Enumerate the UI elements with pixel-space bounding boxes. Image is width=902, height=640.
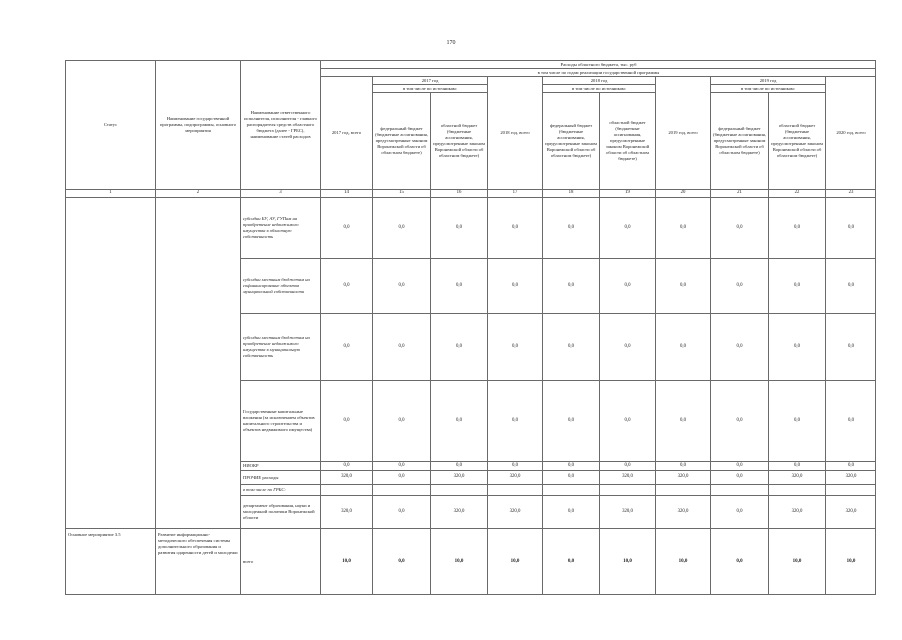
- page-number: 170: [446, 40, 456, 46]
- value-cell: 0,0: [430, 258, 487, 313]
- value-cell: 0,0: [372, 528, 430, 595]
- value-cell: 320,0: [655, 495, 710, 528]
- value-cell: 0,0: [768, 380, 825, 461]
- value-cell: 0,0: [825, 380, 876, 461]
- value-cell: [599, 484, 655, 495]
- value-cell: 0,0: [430, 197, 487, 258]
- value-cell: 0,0: [320, 380, 372, 461]
- value-cell: 0,0: [768, 461, 825, 470]
- col-number: 23: [825, 189, 876, 197]
- value-cell: 320,0: [430, 495, 487, 528]
- value-cell: 0,0: [542, 495, 599, 528]
- value-cell: 0,0: [599, 461, 655, 470]
- main-event-status: Основное мероприятие 3.5: [65, 528, 155, 595]
- value-cell: 320,0: [487, 470, 542, 484]
- value-cell: 0,0: [487, 258, 542, 313]
- value-cell: [825, 484, 876, 495]
- row-label: субсидии БУ, АУ, ГУПам на приобретение недвижимого имущества в областную собственность: [240, 197, 320, 258]
- header-total-2020: 2020 год, всего: [825, 76, 876, 189]
- value-cell: 0,0: [320, 313, 372, 380]
- header-executor: Наименование ответственного исполнителя, исполнителя - главного распорядителя средств областного бюджета (далее - ГРБС), наименование статей расходов: [240, 60, 320, 189]
- value-cell: 0,0: [825, 313, 876, 380]
- row-label: всего: [240, 528, 320, 595]
- value-cell: 0,0: [372, 470, 430, 484]
- value-cell: 0,0: [320, 258, 372, 313]
- value-cell: 0,0: [768, 197, 825, 258]
- header-total-2019: 2019 год, всего: [655, 76, 710, 189]
- header-federal-2019: федеральный бюджет (бюджетные ассигнования, предусмотренные законом Воронежской области об областном бюджете): [710, 92, 768, 189]
- header-total-2017: 2017 год, всего: [320, 76, 372, 189]
- row-label: субсидии местным бюджетам на приобретение недвижимого имущества в муниципальную собственность: [240, 313, 320, 380]
- value-cell: 0,0: [710, 197, 768, 258]
- value-cell: 0,0: [710, 528, 768, 595]
- row-label: НИОКР: [240, 461, 320, 470]
- value-cell: 0,0: [372, 380, 430, 461]
- header-by-years: в том числе по годам реализации государственной программы: [320, 68, 876, 76]
- header-sources-2018: в том числе по источникам:: [542, 84, 655, 92]
- budget-table: [65, 60, 876, 595]
- value-cell: 0,0: [487, 380, 542, 461]
- value-cell: 320,0: [430, 470, 487, 484]
- header-program-name: Наименование государственной программы, подпрограммы, основного мероприятия: [155, 60, 240, 189]
- row-label: Государственные капитальные вложения (за исключением объектов капитального строительства и объектов недвижимого имущества): [240, 380, 320, 461]
- value-cell: 320,0: [599, 495, 655, 528]
- value-cell: [768, 484, 825, 495]
- header-year-2019: 2019 год: [710, 76, 825, 84]
- col-number: 2: [155, 189, 240, 197]
- value-cell: 0,0: [320, 461, 372, 470]
- col-number: 19: [599, 189, 655, 197]
- col-number: 22: [768, 189, 825, 197]
- value-cell: 0,0: [320, 197, 372, 258]
- value-cell: 0,0: [655, 461, 710, 470]
- value-cell: [430, 484, 487, 495]
- value-cell: 320,0: [825, 470, 876, 484]
- value-cell: 0,0: [430, 380, 487, 461]
- value-cell: 320,0: [487, 495, 542, 528]
- header-sources-2017: в том числе по источникам:: [372, 84, 487, 92]
- value-cell: 0,0: [825, 258, 876, 313]
- value-cell: [320, 484, 372, 495]
- value-cell: 0,0: [710, 313, 768, 380]
- header-status: Статус: [65, 60, 155, 189]
- header-sources-2019: в том числе по источникам:: [710, 84, 825, 92]
- value-cell: 10,0: [487, 528, 542, 595]
- header-total-2018: 2018 год, всего: [487, 76, 542, 189]
- value-cell: 0,0: [372, 313, 430, 380]
- value-cell: 0,0: [710, 380, 768, 461]
- value-cell: [487, 484, 542, 495]
- value-cell: 320,0: [768, 470, 825, 484]
- value-cell: 320,0: [825, 495, 876, 528]
- col-number: 1: [65, 189, 155, 197]
- value-cell: 0,0: [655, 313, 710, 380]
- col-number: 14: [320, 189, 372, 197]
- value-cell: 10,0: [825, 528, 876, 595]
- value-cell: 0,0: [487, 197, 542, 258]
- value-cell: 0,0: [542, 528, 599, 595]
- value-cell: 320,0: [599, 470, 655, 484]
- value-cell: 320,0: [768, 495, 825, 528]
- value-cell: 0,0: [487, 313, 542, 380]
- col-number: 16: [430, 189, 487, 197]
- value-cell: 0,0: [655, 380, 710, 461]
- value-cell: 0,0: [372, 197, 430, 258]
- header-regional-2019: областной бюджет (бюджетные ассигнования, предусмотренные законом Воронежской области об областном бюджете): [768, 92, 825, 189]
- value-cell: 0,0: [542, 380, 599, 461]
- value-cell: 0,0: [768, 313, 825, 380]
- value-cell: 0,0: [430, 461, 487, 470]
- value-cell: 0,0: [372, 258, 430, 313]
- value-cell: 0,0: [655, 197, 710, 258]
- value-cell: 0,0: [710, 495, 768, 528]
- value-cell: 0,0: [599, 258, 655, 313]
- value-cell: 0,0: [710, 461, 768, 470]
- program-cell-empty: [155, 197, 240, 528]
- row-label: ПРОЧИЕ расходы: [240, 470, 320, 484]
- header-federal-2017: федеральный бюджет (бюджетные ассигнования, предусмотренные законом Воронежской области об областном бюджете): [372, 92, 430, 189]
- value-cell: 0,0: [542, 258, 599, 313]
- value-cell: 0,0: [710, 470, 768, 484]
- value-cell: 320,0: [655, 470, 710, 484]
- value-cell: 0,0: [542, 470, 599, 484]
- value-cell: [655, 484, 710, 495]
- col-number: 18: [542, 189, 599, 197]
- header-federal-2018: федеральный бюджет (бюджетные ассигнования, предусмотренные законом Воронежской области об областном бюджете): [542, 92, 599, 189]
- value-cell: 320,0: [320, 470, 372, 484]
- value-cell: 10,0: [320, 528, 372, 595]
- value-cell: 0,0: [825, 197, 876, 258]
- value-cell: [710, 484, 768, 495]
- value-cell: 0,0: [599, 197, 655, 258]
- value-cell: 10,0: [768, 528, 825, 595]
- value-cell: 0,0: [655, 258, 710, 313]
- value-cell: 10,0: [599, 528, 655, 595]
- col-number: 3: [240, 189, 320, 197]
- value-cell: 0,0: [768, 258, 825, 313]
- header-regional-2017: областной бюджет (бюджетные ассигнования, предусмотренные законом Воронежской области об областном бюджете): [430, 92, 487, 189]
- value-cell: 0,0: [430, 313, 487, 380]
- value-cell: 0,0: [599, 313, 655, 380]
- row-label: департамент образования, науки и молодежной политики Воронежской области: [240, 495, 320, 528]
- value-cell: 0,0: [487, 461, 542, 470]
- value-cell: 10,0: [655, 528, 710, 595]
- header-expenses: Расходы областного бюджета, тыс. руб: [320, 60, 876, 68]
- header-year-2018: 2018 год: [542, 76, 655, 84]
- main-event-name: Развитие информационно-методического обеспечения системы дополнительного образования и развития одаренности детей и молодежи: [155, 528, 240, 595]
- value-cell: 320,0: [320, 495, 372, 528]
- value-cell: 0,0: [372, 495, 430, 528]
- value-cell: 10,0: [430, 528, 487, 595]
- value-cell: 0,0: [825, 461, 876, 470]
- col-number: 20: [655, 189, 710, 197]
- row-label: субсидии местным бюджетам на софинансирование объектов муниципальной собственности: [240, 258, 320, 313]
- value-cell: 0,0: [599, 380, 655, 461]
- value-cell: 0,0: [372, 461, 430, 470]
- header-year-2017: 2017 год: [372, 76, 487, 84]
- col-number: 21: [710, 189, 768, 197]
- value-cell: [542, 484, 599, 495]
- row-label: в том числе по ГРБС:: [240, 484, 320, 495]
- col-number: 17: [487, 189, 542, 197]
- value-cell: 0,0: [542, 461, 599, 470]
- status-cell-empty: [65, 197, 155, 528]
- value-cell: [372, 484, 430, 495]
- value-cell: 0,0: [542, 197, 599, 258]
- value-cell: 0,0: [542, 313, 599, 380]
- value-cell: 0,0: [710, 258, 768, 313]
- col-number: 15: [372, 189, 430, 197]
- header-regional-2018: областной бюджет (бюджетные ассигнования, предусмотренные законом Воронежской области об областном бюджете): [599, 92, 655, 189]
